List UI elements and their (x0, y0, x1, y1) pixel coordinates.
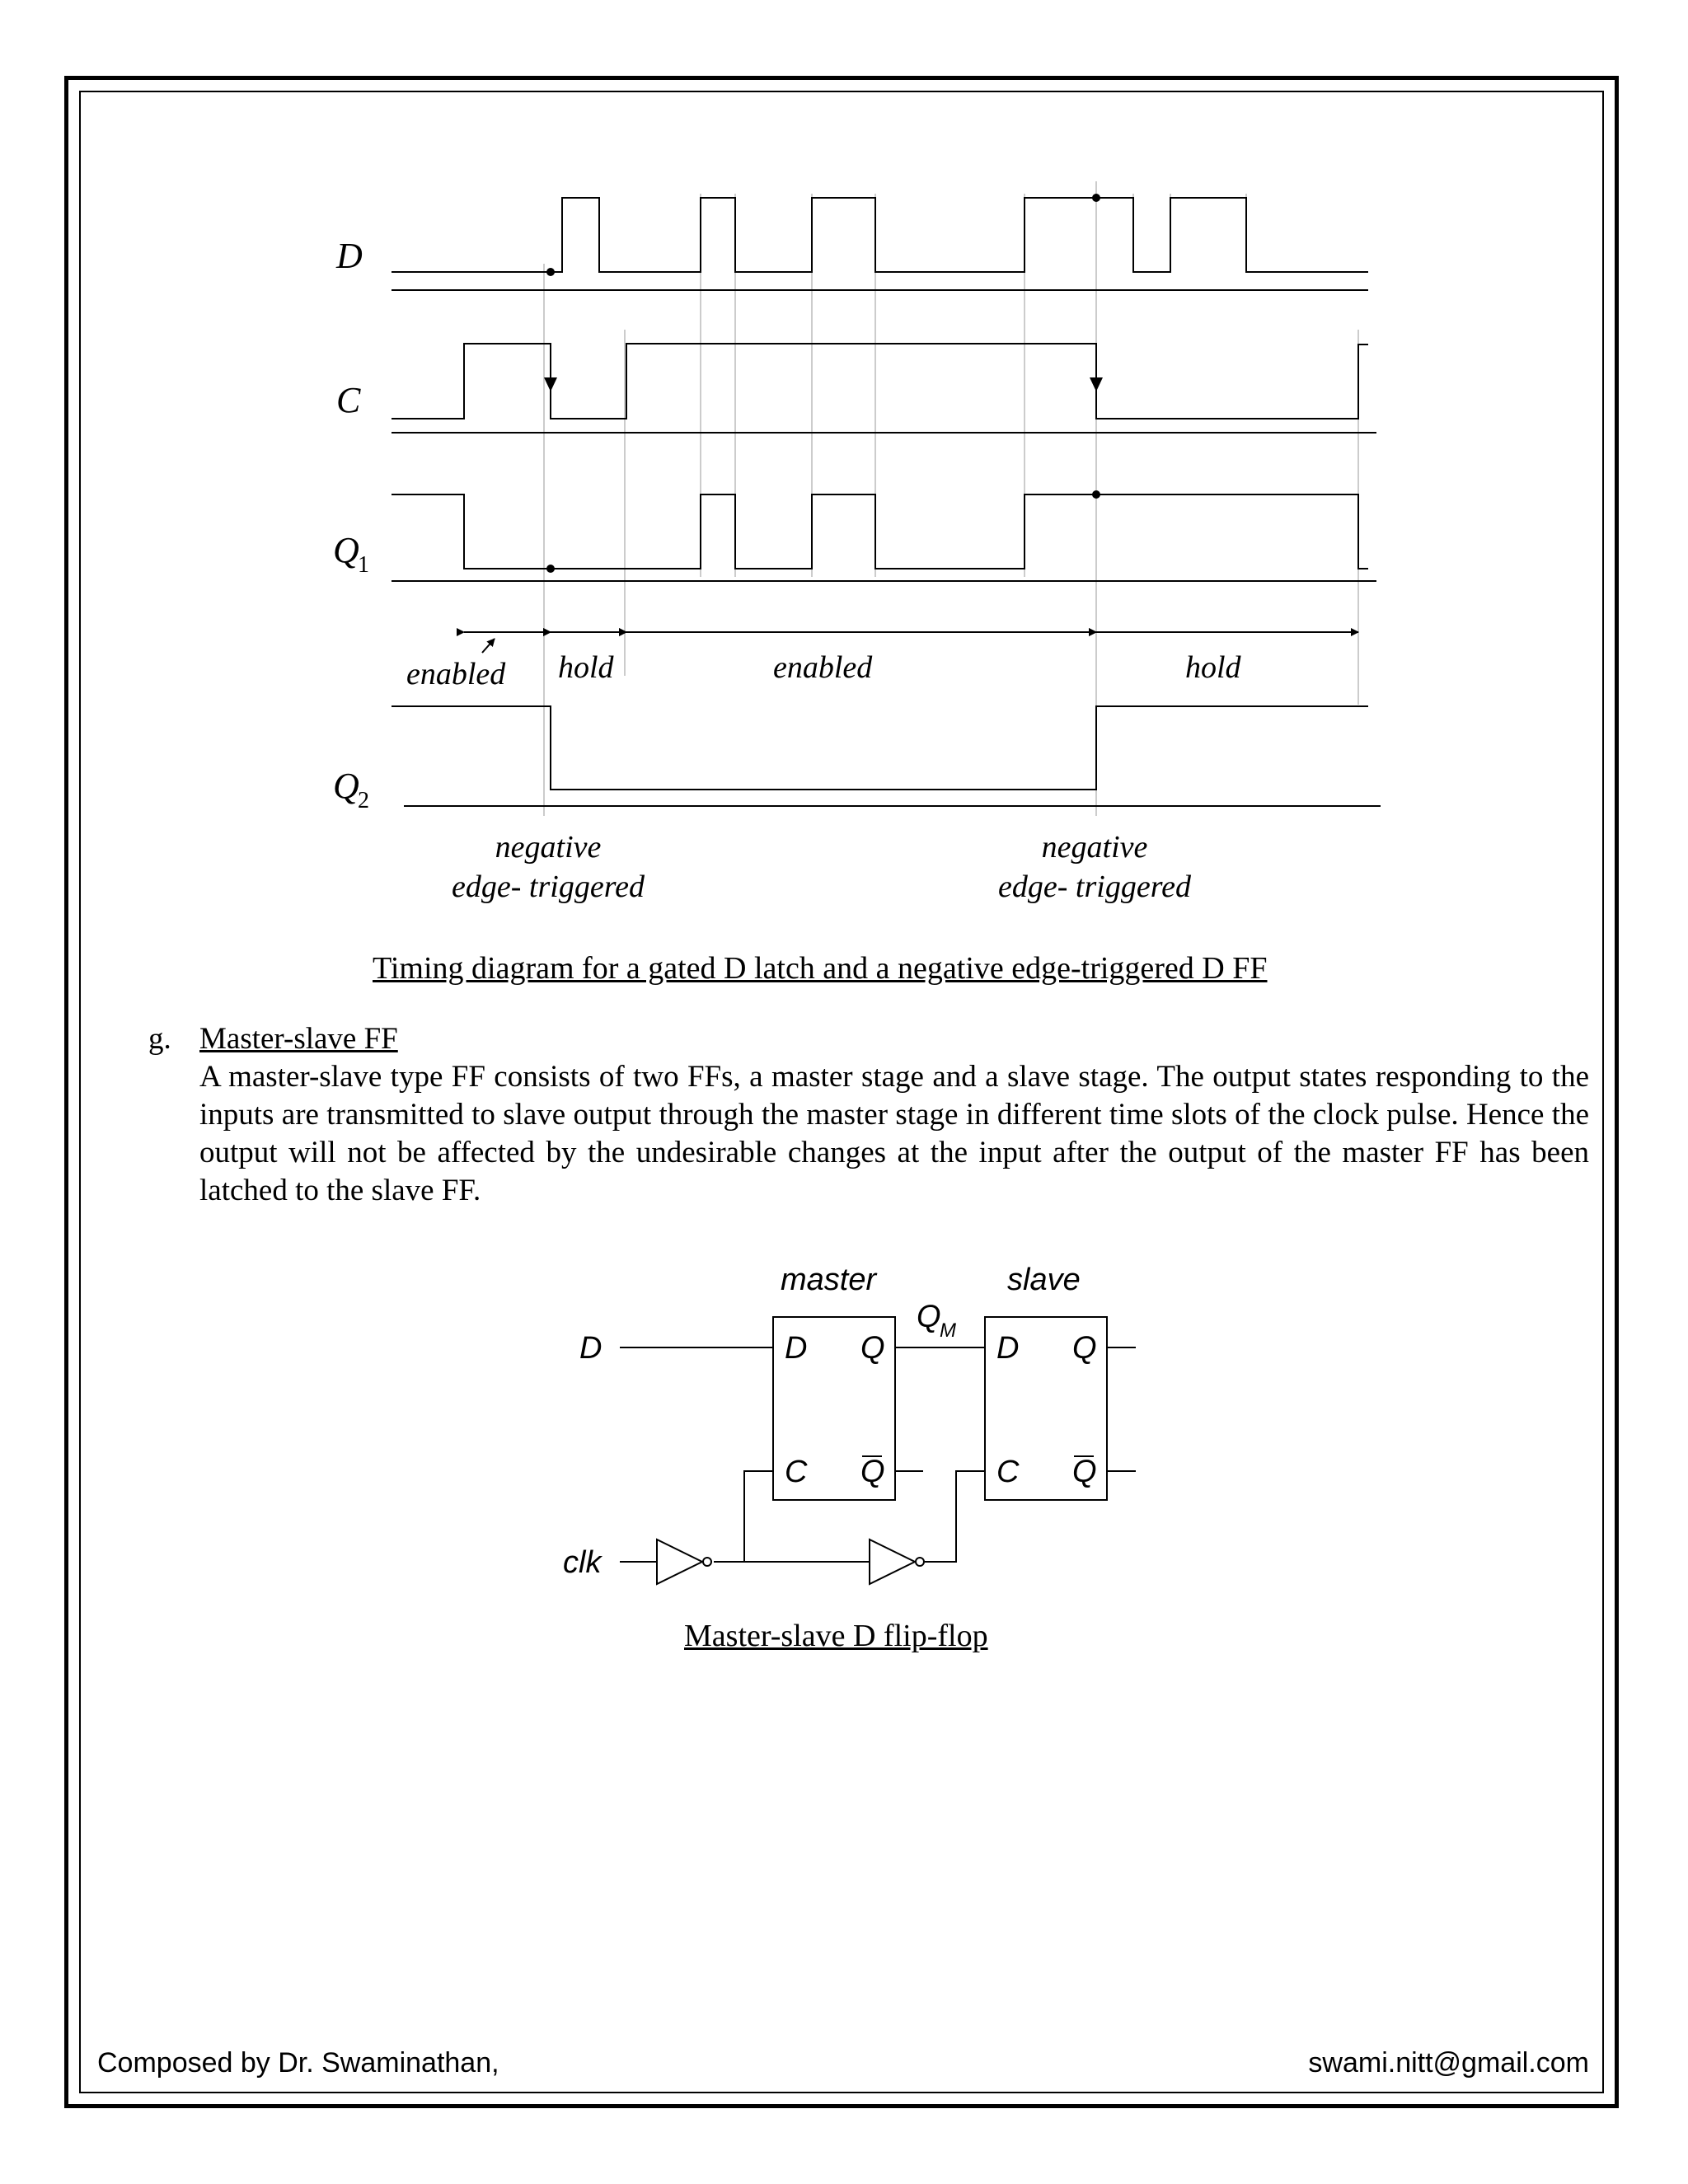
signal-label-q1: Q (333, 530, 359, 570)
slave-qbar-pin: Q (1072, 1455, 1097, 1489)
wire-slave-clock (925, 1471, 985, 1562)
wire-master-clock (744, 1471, 773, 1562)
qm-subscript: M (940, 1319, 956, 1342)
d-input-label: D (579, 1331, 603, 1366)
clk-input-label: clk (563, 1545, 602, 1580)
edge-label-1-line2: edge- triggered (452, 869, 645, 904)
inverter-2-body (870, 1540, 915, 1584)
footer-author: Composed by Dr. Swaminathan, (97, 2047, 499, 2079)
phase-label-hold-1: hold (558, 650, 614, 685)
qm-label: Q (917, 1300, 941, 1334)
signal-label-d: D (336, 236, 363, 276)
circuit-caption: Master-slave D flip-flop (684, 1619, 988, 1653)
slave-label: slave (1007, 1263, 1081, 1297)
section-letter: g. (148, 1022, 171, 1056)
signal-label-q1-subscript: 1 (358, 552, 369, 578)
edge-label-1-line1: negative (495, 830, 602, 865)
inverter-1-body (657, 1540, 702, 1584)
master-label: master (781, 1263, 877, 1297)
signal-label-q2: Q (333, 766, 359, 806)
footer-email[interactable]: swami.nitt@gmail.com (1308, 2047, 1589, 2079)
slave-q-pin: Q (1072, 1331, 1097, 1366)
signal-label-c: C (336, 380, 361, 420)
section-heading: Master-slave FF (199, 1022, 398, 1056)
master-c-pin: C (785, 1455, 808, 1489)
phase-label-enabled-1: enabled (406, 657, 506, 691)
master-q-pin: Q (860, 1331, 885, 1366)
master-d-pin: D (785, 1331, 808, 1366)
edge-label-2-line1: negative (1041, 830, 1148, 865)
inverter-2-bubble (916, 1558, 924, 1566)
edge-label-2-line2: edge- triggered (998, 869, 1191, 904)
signal-label-q2-subscript: 2 (358, 788, 369, 813)
inverter-1-bubble (703, 1558, 711, 1566)
slave-d-pin: D (996, 1331, 1020, 1366)
phase-label-enabled-2: enabled (773, 650, 873, 685)
master-qbar-pin: Q (860, 1455, 885, 1489)
timing-diagram-caption: Timing diagram for a gated D latch and a negative edge-triggered D FF (373, 951, 1268, 986)
slave-c-pin: C (996, 1455, 1020, 1489)
phase-label-hold-2: hold (1185, 650, 1241, 685)
section-body: A master-slave type FF consists of two FFs, a master stage and a slave stage. The output states responding to the inputs are transmitted to slave output through the master stage in different time slots of the clock pulse. Hence the output will not be affected by the undesirable changes at the input after the output of the master FF has been latched to the slave FF. (199, 1060, 1589, 1207)
